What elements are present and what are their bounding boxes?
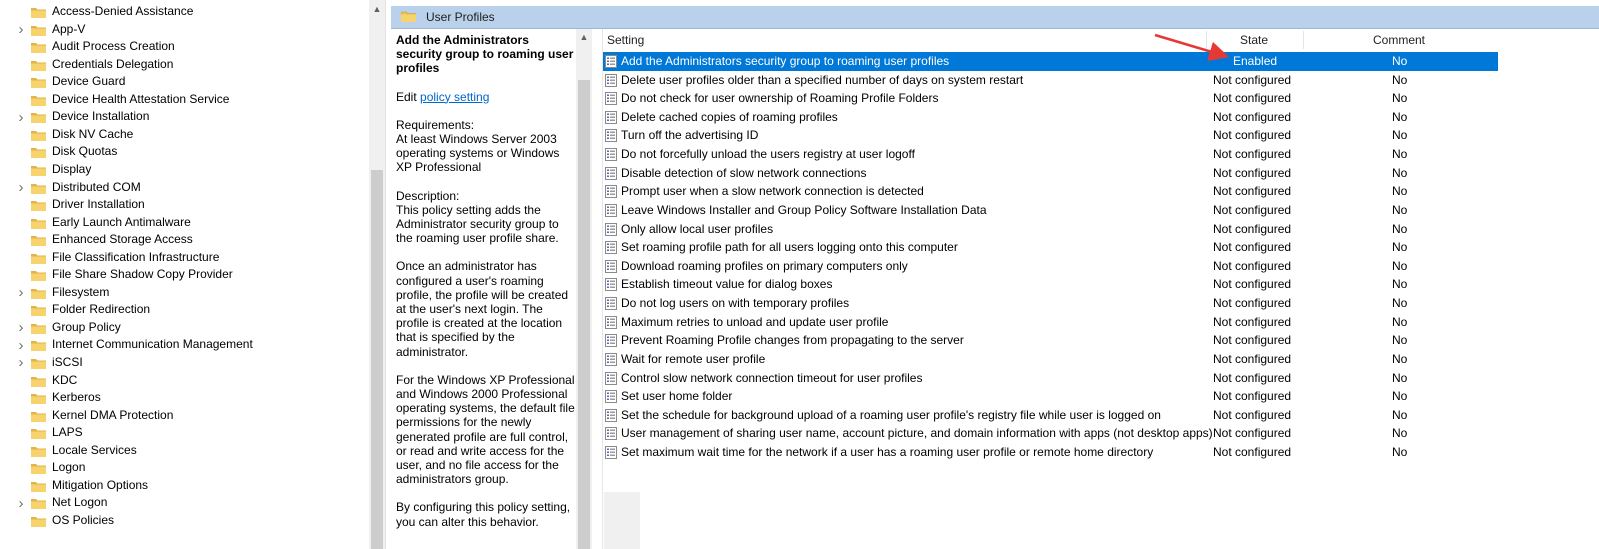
column-divider[interactable] bbox=[1303, 31, 1304, 49]
column-headers bbox=[603, 29, 1599, 51]
folder-icon bbox=[31, 288, 46, 299]
pane-header bbox=[391, 6, 1599, 29]
folder-icon bbox=[31, 446, 46, 457]
folder-icon bbox=[31, 60, 46, 71]
comment-cell: No bbox=[1392, 184, 1408, 199]
setting-cell: Control slow network connection timeout for user profiles bbox=[621, 370, 923, 385]
folder-icon bbox=[31, 112, 46, 123]
comment-cell: No bbox=[1392, 296, 1408, 311]
tree-item-label: Enhanced Storage Access bbox=[52, 232, 193, 247]
policy-setting-icon bbox=[605, 74, 617, 87]
description-title: Add the Administrators security group to roaming user profiles bbox=[396, 33, 574, 76]
setting-cell: Wait for remote user profile bbox=[621, 351, 766, 366]
tree-item[interactable] bbox=[0, 319, 369, 337]
chevron-right-icon[interactable]: › bbox=[18, 178, 24, 196]
table-row[interactable] bbox=[603, 313, 1498, 332]
tree-item-label: Display bbox=[52, 161, 92, 176]
setting-cell: Maximum retries to unload and update user profile bbox=[621, 314, 889, 329]
policy-description-panel bbox=[396, 33, 576, 549]
policy-setting-icon bbox=[605, 297, 617, 310]
tree-item-label: Credentials Delegation bbox=[52, 56, 174, 71]
scroll-up-icon[interactable]: ▲ bbox=[372, 3, 382, 14]
folder-icon bbox=[31, 481, 46, 492]
setting-cell: Only allow local user profiles bbox=[621, 221, 774, 236]
tree-item-label: Logon bbox=[52, 460, 86, 475]
folder-icon bbox=[31, 77, 46, 88]
policy-setting-icon bbox=[605, 167, 617, 180]
table-row[interactable] bbox=[603, 238, 1498, 257]
policy-setting-icon bbox=[605, 241, 617, 254]
table-row[interactable] bbox=[603, 350, 1498, 369]
folder-icon bbox=[31, 516, 46, 527]
comment-cell: No bbox=[1392, 91, 1408, 106]
table-row[interactable] bbox=[603, 257, 1498, 276]
table-row[interactable] bbox=[603, 126, 1498, 145]
comment-cell: No bbox=[1392, 128, 1408, 143]
comment-cell: No bbox=[1392, 333, 1408, 348]
tree-item[interactable] bbox=[0, 372, 369, 390]
folder-icon bbox=[31, 95, 46, 106]
setting-cell: Turn off the advertising ID bbox=[621, 128, 759, 143]
tree-item[interactable] bbox=[0, 424, 369, 442]
tree-item[interactable] bbox=[0, 407, 369, 425]
folder-icon bbox=[31, 183, 46, 194]
comment-cell: No bbox=[1392, 240, 1408, 255]
policy-setting-icon bbox=[605, 390, 617, 403]
table-row[interactable] bbox=[603, 331, 1498, 350]
tree-item[interactable] bbox=[0, 214, 369, 232]
tree-item-label: Net Logon bbox=[52, 495, 108, 510]
setting-cell: Set the schedule for background upload of a roaming user profile's registry file while user is logged on bbox=[621, 407, 1161, 422]
description-scrollbar-thumb[interactable] bbox=[578, 80, 590, 549]
tree-item-label: Internet Communication Management bbox=[52, 337, 253, 352]
state-cell: Not configured bbox=[1213, 258, 1292, 273]
description-paragraph-2: Once an administrator has configured a user's roaming profile, the profile will be created at the user's next login. The profile is created at the location that is specified by the administrator. bbox=[396, 259, 569, 359]
folder-icon bbox=[31, 165, 46, 176]
folder-icon bbox=[401, 11, 416, 22]
edit-policy-link[interactable]: policy setting bbox=[420, 89, 490, 104]
tree-item[interactable] bbox=[0, 231, 369, 249]
setting-cell: Set maximum wait time for the network if a user has a roaming user profile or remote home directory bbox=[621, 445, 1154, 460]
tree-item[interactable] bbox=[0, 459, 369, 477]
setting-cell: Delete user profiles older than a specified number of days on system restart bbox=[621, 72, 1024, 87]
policy-setting-icon bbox=[605, 148, 617, 161]
comment-cell: No bbox=[1392, 221, 1408, 236]
comment-cell: No bbox=[1392, 277, 1408, 292]
setting-cell: Do not log users on with temporary profiles bbox=[621, 296, 850, 311]
tree-item-label: App-V bbox=[52, 21, 86, 36]
policy-setting-icon bbox=[605, 111, 617, 124]
table-row[interactable] bbox=[603, 182, 1498, 201]
tree-item-label: OS Policies bbox=[52, 512, 115, 527]
setting-cell: Establish timeout value for dialog boxes bbox=[621, 277, 833, 292]
folder-icon bbox=[31, 498, 46, 509]
state-cell: Not configured bbox=[1213, 221, 1292, 236]
tree-item[interactable] bbox=[0, 38, 369, 56]
tree-item[interactable] bbox=[0, 494, 369, 512]
tree-item-label: Device Installation bbox=[52, 109, 150, 124]
setting-cell: Set roaming profile path for all users logging onto this computer bbox=[621, 240, 958, 255]
table-row[interactable] bbox=[603, 220, 1498, 239]
setting-cell: User management of sharing user name, account picture, and domain information with apps (not desktop apps) bbox=[621, 426, 1213, 441]
tree-item[interactable] bbox=[0, 21, 369, 39]
state-cell: Not configured bbox=[1213, 426, 1292, 441]
setting-cell: Prevent Roaming Profile changes from propagating to the server bbox=[621, 333, 964, 348]
folder-icon bbox=[31, 428, 46, 439]
tree-item-label: KDC bbox=[52, 372, 78, 387]
tree-item-label: Disk Quotas bbox=[52, 144, 118, 159]
folder-icon bbox=[31, 270, 46, 281]
tree-item[interactable] bbox=[0, 336, 369, 354]
setting-cell: Do not forcefully unload the users registry at user logoff bbox=[621, 147, 915, 162]
policy-setting-icon bbox=[605, 204, 617, 217]
tree-item-label: Locale Services bbox=[52, 442, 137, 457]
state-cell: Not configured bbox=[1213, 240, 1292, 255]
description-paragraph-4: By configuring this policy setting, you can alter this behavior. bbox=[396, 500, 571, 529]
column-header-setting[interactable]: Setting bbox=[607, 33, 645, 47]
table-row[interactable] bbox=[603, 201, 1498, 220]
comment-cell: No bbox=[1392, 445, 1408, 460]
scroll-up-icon[interactable]: ▲ bbox=[579, 32, 589, 42]
state-cell: Not configured bbox=[1213, 91, 1292, 106]
chevron-right-icon[interactable]: › bbox=[18, 354, 24, 372]
tree-item-label: File Share Shadow Copy Provider bbox=[52, 267, 233, 282]
tree-item-label: Filesystem bbox=[52, 284, 110, 299]
policy-setting-icon bbox=[605, 446, 617, 459]
policy-setting-icon bbox=[605, 409, 617, 422]
folder-icon bbox=[31, 218, 46, 229]
tree-item[interactable] bbox=[0, 3, 369, 21]
state-cell: Not configured bbox=[1213, 389, 1292, 404]
tree-item[interactable] bbox=[0, 161, 369, 179]
state-cell: Not configured bbox=[1213, 277, 1292, 292]
folder-icon bbox=[31, 393, 46, 404]
description-scrollbar[interactable] bbox=[576, 29, 592, 549]
requirements: Requirements: At least Windows Server 2003 operating systems or Windows XP Professional bbox=[396, 117, 560, 175]
state-cell: Not configured bbox=[1213, 296, 1292, 311]
state-cell: Not configured bbox=[1213, 165, 1292, 180]
setting-cell: Download roaming profiles on primary computers only bbox=[621, 258, 908, 273]
comment-cell: No bbox=[1392, 351, 1408, 366]
tree-item[interactable] bbox=[0, 266, 369, 284]
edit-line: Edit policy setting bbox=[396, 89, 490, 104]
state-cell: Not configured bbox=[1213, 128, 1292, 143]
table-row[interactable] bbox=[603, 443, 1498, 462]
column-header-comment[interactable]: Comment bbox=[1373, 33, 1426, 47]
state-cell: Not configured bbox=[1213, 445, 1292, 460]
description-paragraph-3: For the Windows XP Professional and Windows 2000 Professional operating systems, the default file permissions for the newly generated profile are full control, or read and write access for the user, and no file access for the administrators group. bbox=[396, 372, 575, 487]
comment-cell: No bbox=[1392, 426, 1408, 441]
tree-item[interactable] bbox=[0, 284, 369, 302]
details-pane bbox=[391, 0, 1599, 549]
folder-icon bbox=[31, 200, 46, 211]
folder-icon bbox=[31, 147, 46, 158]
settings-list bbox=[602, 29, 1599, 549]
tree-item[interactable] bbox=[0, 512, 369, 530]
folder-icon bbox=[31, 305, 46, 316]
policy-setting-icon bbox=[605, 372, 617, 385]
tree-item-label: Device Health Attestation Service bbox=[52, 91, 230, 106]
setting-cell: Do not check for user ownership of Roaming Profile Folders bbox=[621, 91, 939, 106]
folder-icon bbox=[31, 411, 46, 422]
chevron-right-icon[interactable]: › bbox=[18, 108, 24, 126]
description-text: Description: This policy setting adds the Administrator security group to the roaming user profile share. bbox=[396, 188, 559, 246]
policy-setting-icon bbox=[605, 316, 617, 329]
tree-item[interactable] bbox=[0, 91, 369, 109]
tree-item[interactable] bbox=[0, 301, 369, 319]
table-row[interactable] bbox=[603, 52, 1498, 71]
setting-cell: Set user home folder bbox=[621, 389, 733, 404]
setting-cell: Disable detection of slow network connections bbox=[621, 165, 867, 180]
chevron-right-icon[interactable]: › bbox=[18, 336, 24, 354]
tree-item[interactable] bbox=[0, 354, 369, 372]
table-row[interactable] bbox=[603, 89, 1498, 108]
comment-cell: No bbox=[1392, 202, 1408, 217]
policy-setting-icon bbox=[605, 92, 617, 105]
policy-setting-icon bbox=[605, 55, 617, 68]
tree-item-label: iSCSI bbox=[52, 355, 83, 369]
policy-setting-icon bbox=[605, 278, 617, 291]
state-cell: Not configured bbox=[1213, 370, 1292, 385]
policy-setting-icon bbox=[605, 129, 617, 142]
tree-item[interactable] bbox=[0, 56, 369, 74]
state-cell: Not configured bbox=[1213, 184, 1292, 199]
table-row[interactable] bbox=[603, 406, 1498, 425]
table-row[interactable] bbox=[603, 387, 1498, 406]
tree-item[interactable] bbox=[0, 108, 369, 126]
state-cell: Not configured bbox=[1213, 314, 1292, 329]
tree-item-label: Mitigation Options bbox=[52, 477, 149, 492]
tree-item[interactable] bbox=[0, 249, 369, 267]
state-cell: Not configured bbox=[1213, 407, 1292, 422]
setting-cell: Prompt user when a slow network connection is detected bbox=[621, 184, 924, 199]
table-row[interactable] bbox=[603, 108, 1498, 127]
tree-item-label: Early Launch Antimalware bbox=[52, 214, 191, 229]
chevron-right-icon[interactable]: › bbox=[18, 494, 24, 512]
folder-icon bbox=[31, 253, 46, 264]
comment-cell: No bbox=[1392, 258, 1408, 273]
column-header-state[interactable]: State bbox=[1240, 33, 1269, 47]
state-cell: Not configured bbox=[1213, 147, 1292, 162]
setting-cell: Delete cached copies of roaming profiles bbox=[621, 109, 838, 124]
comment-cell: No bbox=[1392, 109, 1408, 124]
tree-item[interactable] bbox=[0, 179, 369, 197]
state-cell: Enabled bbox=[1233, 54, 1278, 68]
chevron-right-icon[interactable]: › bbox=[18, 20, 24, 38]
tree-scrollbar-thumb[interactable] bbox=[371, 170, 383, 549]
tree-item-label: Audit Process Creation bbox=[52, 39, 175, 54]
tree-item-label: Distributed COM bbox=[52, 179, 141, 194]
comment-cell: No bbox=[1392, 54, 1408, 68]
comment-cell: No bbox=[1392, 165, 1408, 180]
policy-setting-icon bbox=[605, 353, 617, 366]
comment-cell: No bbox=[1392, 72, 1408, 87]
tree-item-label: Kernel DMA Protection bbox=[52, 407, 174, 422]
policy-setting-icon bbox=[605, 334, 617, 347]
policy-setting-icon bbox=[605, 427, 617, 440]
chevron-right-icon[interactable]: › bbox=[18, 319, 24, 337]
tree-item-label: Driver Installation bbox=[52, 197, 145, 212]
folder-icon bbox=[31, 25, 46, 36]
folder-icon bbox=[31, 358, 46, 369]
state-cell: Not configured bbox=[1213, 109, 1292, 124]
folder-icon bbox=[31, 235, 46, 246]
comment-cell: No bbox=[1392, 370, 1408, 385]
column-divider[interactable] bbox=[1206, 31, 1207, 49]
table-row[interactable] bbox=[603, 145, 1498, 164]
folder-icon bbox=[31, 463, 46, 474]
folder-icon bbox=[31, 7, 46, 18]
comment-cell: No bbox=[1392, 147, 1408, 162]
table-row[interactable] bbox=[603, 275, 1498, 294]
table-row[interactable] bbox=[603, 294, 1498, 313]
tree-item[interactable] bbox=[0, 143, 369, 161]
comment-cell: No bbox=[1392, 314, 1408, 329]
table-row[interactable] bbox=[603, 424, 1498, 443]
folder-icon bbox=[31, 376, 46, 387]
setting-cell: Add the Administrators security group to roaming user profiles bbox=[621, 54, 950, 68]
tree-scrollbar[interactable] bbox=[369, 0, 385, 549]
state-cell: Not configured bbox=[1213, 72, 1292, 87]
policy-setting-icon bbox=[605, 223, 617, 236]
tree-item[interactable] bbox=[0, 73, 369, 91]
policy-setting-icon bbox=[605, 260, 617, 273]
comment-cell: No bbox=[1392, 389, 1408, 404]
table-row[interactable] bbox=[603, 164, 1498, 183]
policy-setting-icon bbox=[605, 185, 617, 198]
tree-item-label: Group Policy bbox=[52, 319, 121, 334]
tree-item-label: Kerberos bbox=[52, 390, 101, 405]
table-row[interactable] bbox=[603, 369, 1498, 388]
tree-item[interactable] bbox=[0, 477, 369, 495]
tree-item-label: Access-Denied Assistance bbox=[52, 4, 194, 18]
list-empty-area bbox=[604, 492, 640, 549]
tree-item-label: Folder Redirection bbox=[52, 302, 151, 317]
state-cell: Not configured bbox=[1213, 333, 1292, 348]
tree-item[interactable] bbox=[0, 196, 369, 214]
state-cell: Not configured bbox=[1213, 351, 1292, 366]
table-row[interactable] bbox=[603, 71, 1498, 90]
comment-cell: No bbox=[1392, 407, 1408, 422]
tree-item-label: Disk NV Cache bbox=[52, 126, 134, 141]
folder-icon bbox=[31, 323, 46, 334]
state-cell: Not configured bbox=[1213, 202, 1292, 217]
folder-icon bbox=[31, 130, 46, 141]
tree-item-label: Device Guard bbox=[52, 74, 126, 89]
chevron-right-icon[interactable]: › bbox=[18, 284, 24, 302]
folder-icon bbox=[31, 42, 46, 53]
tree-item-label: LAPS bbox=[52, 425, 83, 440]
navigation-tree bbox=[0, 0, 369, 549]
setting-cell: Leave Windows Installer and Group Policy Software Installation Data bbox=[621, 202, 987, 217]
tree-item[interactable] bbox=[0, 126, 369, 144]
tree-item[interactable] bbox=[0, 442, 369, 460]
folder-icon bbox=[31, 340, 46, 351]
tree-item[interactable] bbox=[0, 389, 369, 407]
pane-title: User Profiles bbox=[426, 10, 495, 24]
tree-item-label: File Classification Infrastructure bbox=[52, 249, 220, 264]
